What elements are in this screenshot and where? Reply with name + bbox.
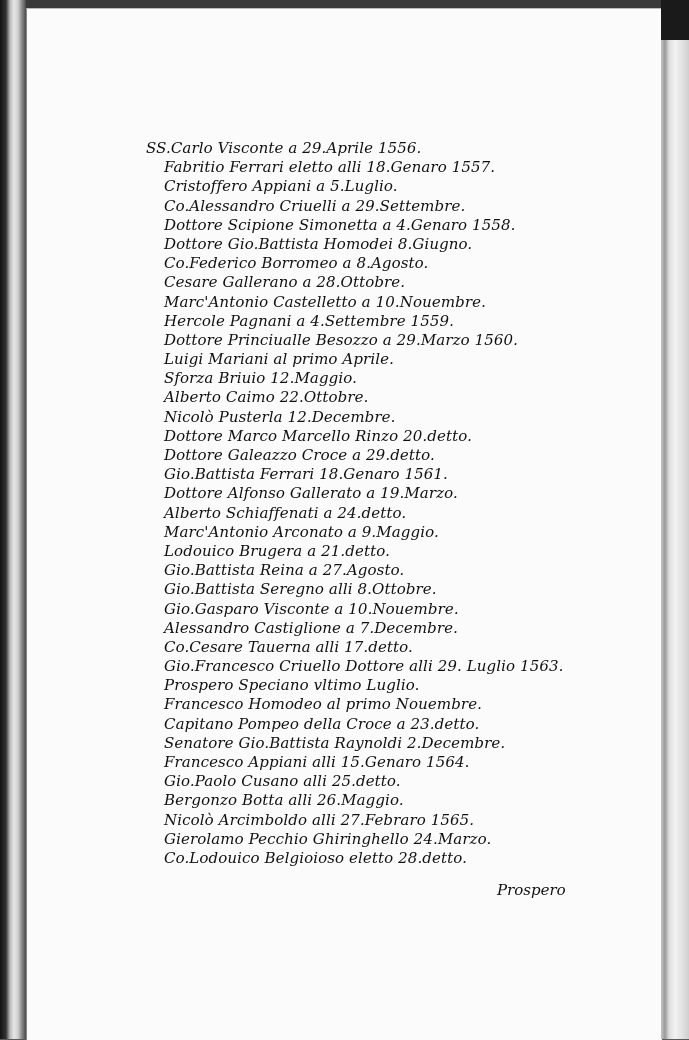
list-item: Alberto Caimo 22.Ottobre. <box>164 388 369 407</box>
list-item: Alessandro Castiglione a 7.Decembre. <box>164 618 458 637</box>
list-item: Co.Lodouico Belgioioso eletto 28.detto. <box>164 848 467 867</box>
list-item: Prospero Speciano vltimo Luglio. <box>164 676 420 695</box>
list-item: Marc'Antonio Castelletto a 10.Nouembre. <box>164 292 486 311</box>
list-item: Senatore Gio.Battista Raynoldi 2.Decembre. <box>164 733 506 752</box>
list-item: Co.Cesare Tauerna alli 17.detto. <box>164 637 413 656</box>
list-item: Bergonzo Botta alli 26.Maggio. <box>164 791 404 810</box>
book-gutter-left <box>0 0 26 1039</box>
list-item: Gio.Gasparo Visconte a 10.Nouembre. <box>164 599 459 618</box>
list-item: Gierolamo Pecchio Ghiringhello 24.Marzo. <box>164 829 492 848</box>
catchword: Prospero <box>497 881 566 899</box>
list-item: Francesco Homodeo al primo Nouembre. <box>164 695 483 714</box>
list-item: Co.Federico Borromeo a 8.Agosto. <box>164 254 429 273</box>
list-item: Dottore Marco Marcello Rinzo 20.detto. <box>164 426 472 445</box>
list-item: Francesco Appiani alli 15.Genaro 1564. <box>164 753 470 771</box>
list-item: Lodouico Brugera a 21.detto. <box>164 541 390 560</box>
list-item: Dottore Galeazzo Croce a 29.detto. <box>164 446 435 464</box>
list-item: Co.Alessandro Criuelli a 29.Settembre. <box>164 196 466 215</box>
list-item: Dottore Princiualle Besozzo a 29.Marzo 1560. <box>164 330 519 349</box>
list-item: Gio.Battista Ferrari 18.Genaro 1561. <box>164 465 448 484</box>
list-item: Sforza Briuio 12.Maggio. <box>164 369 357 388</box>
list-item: Fabritio Ferrari eletto alli 18.Genaro 1557. <box>164 158 496 177</box>
list-item: Cesare Gallerano a 28.Ottobre. <box>164 273 406 292</box>
list-item: Gio.Battista Seregno alli 8.Ottobre. <box>164 580 437 599</box>
list-item: Marc'Antonio Arconato a 9.Maggio. <box>164 522 439 541</box>
list-item: Hercole Pagnani a 4.Settembre 1559. <box>164 311 454 330</box>
scan-shadow <box>661 0 689 40</box>
list-item: Luigi Mariani al primo Aprile. <box>164 350 394 369</box>
book-edge-right <box>661 0 689 1039</box>
list-item: Nicolò Arcimboldo alli 27.Febraro 1565. <box>164 810 475 829</box>
list-item: Dottore Gio.Battista Homodei 8.Giugno. <box>164 234 473 253</box>
list-item: Gio.Francesco Criuello Dottore alli 29. Luglio 1563. <box>164 657 564 676</box>
list-item: Capitano Pompeo della Croce a 23.detto. <box>164 714 480 733</box>
list-item: Gio.Battista Reina a 27.Agosto. <box>164 561 405 580</box>
appointment-list <box>146 139 564 868</box>
list-item: Nicolò Pusterla 12.Decembre. <box>164 407 396 426</box>
list-item: Alberto Schiaffenati a 24.detto. <box>164 503 407 522</box>
list-item: Dottore Alfonso Gallerato a 19.Marzo. <box>164 484 458 503</box>
list-item: Dottore Scipione Simonetta a 4.Genaro 1558. <box>164 215 516 234</box>
list-item: Gio.Paolo Cusano alli 25.detto. <box>164 772 401 791</box>
list-item: SS.Carlo Visconte a 29.Aprile 1556. <box>146 139 422 157</box>
list-item: Cristoffero Appiani a 5.Luglio. <box>164 177 398 196</box>
